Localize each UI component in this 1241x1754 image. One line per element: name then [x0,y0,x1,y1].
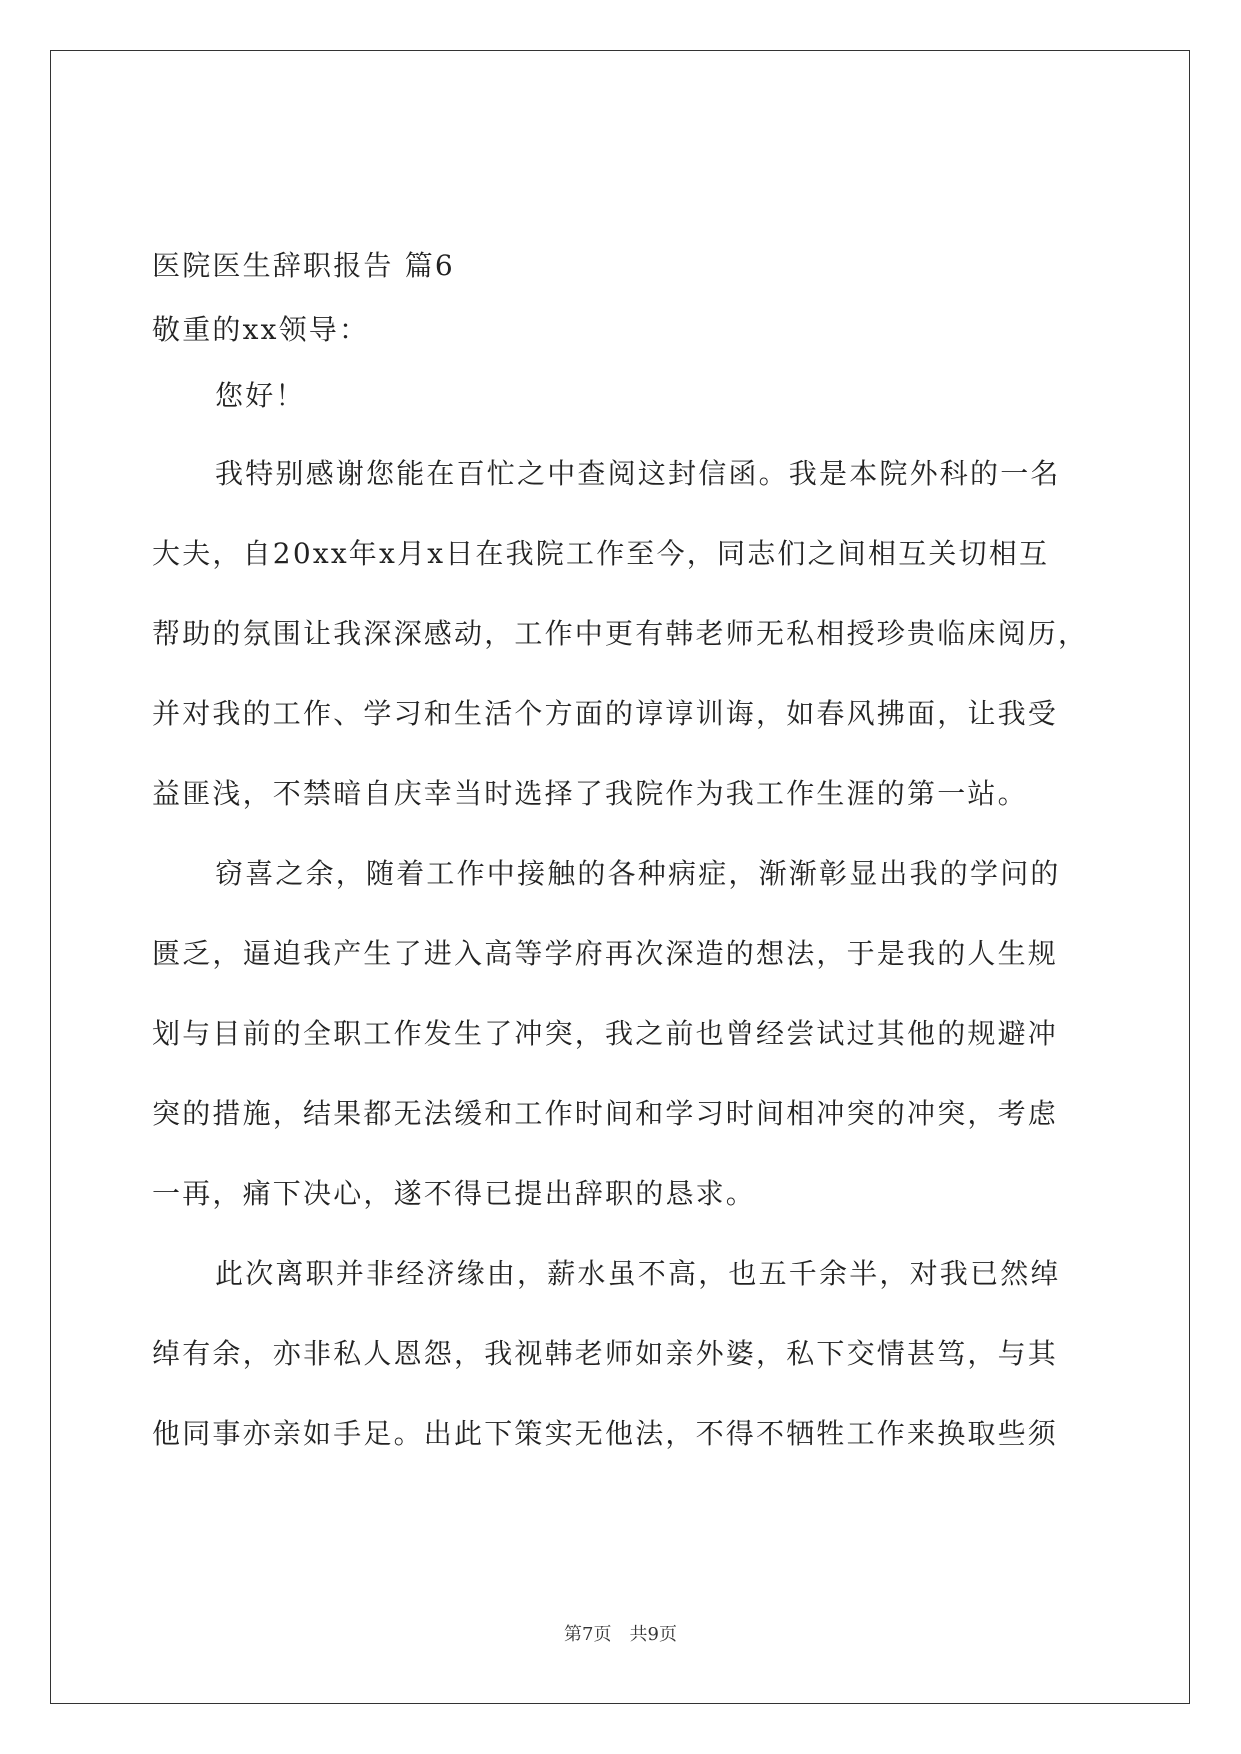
paragraph-2-line-3: 划与目前的全职工作发生了冲突，我之前也曾经尝试过其他的规避冲 [152,1017,1059,1050]
paragraph-3-line-3: 他同事亦亲如手足。出此下策实无他法，不得不牺牲工作来换取些须 [152,1417,1059,1450]
paragraph-1-line-5: 益匪浅，不禁暗自庆幸当时选择了我院作为我工作生涯的第一站。 [152,777,1028,810]
paragraph-3-line-1: 此次离职并非经济缘由，薪水虽不高，也五千余半，对我已然绰 [215,1257,1061,1290]
paragraph-3-line-2: 绰有余，亦非私人恩怨，我视韩老师如亲外婆，私下交情甚笃，与其 [152,1337,1059,1370]
paragraph-1-line-4: 并对我的工作、学习和生活个方面的谆谆训诲，如春风拂面，让我受 [152,697,1059,730]
paragraph-1-line-1: 我特别感谢您能在百忙之中查阅这封信函。我是本院外科的一名 [215,457,1061,490]
greeting: 您好！ [215,379,306,412]
paragraph-2-line-4: 突的措施，结果都无法缓和工作时间和学习时间相冲突的冲突，考虑 [152,1097,1059,1130]
paragraph-1-line-3: 帮助的氛围让我深深感动，工作中更有韩老师无私相授珍贵临床阅历， [152,617,1089,650]
paragraph-1-line-2: 大夫，自20xx年x月x日在我院工作至今，同志们之间相互关切相互 [152,537,1050,570]
paragraph-2-line-2: 匮乏，逼迫我产生了进入高等学府再次深造的想法，于是我的人生规 [152,937,1059,970]
paragraph-2-line-5: 一再，痛下决心，遂不得已提出辞职的恳求。 [152,1177,757,1210]
salutation: 敬重的xx领导： [152,313,370,346]
paragraph-2-line-1: 窃喜之余，随着工作中接触的各种病症，渐渐彰显出我的学问的 [215,857,1061,890]
page-number-footer: 第7页 共9页 [564,1624,677,1645]
document-title: 医院医生辞职报告 篇6 [152,249,455,282]
